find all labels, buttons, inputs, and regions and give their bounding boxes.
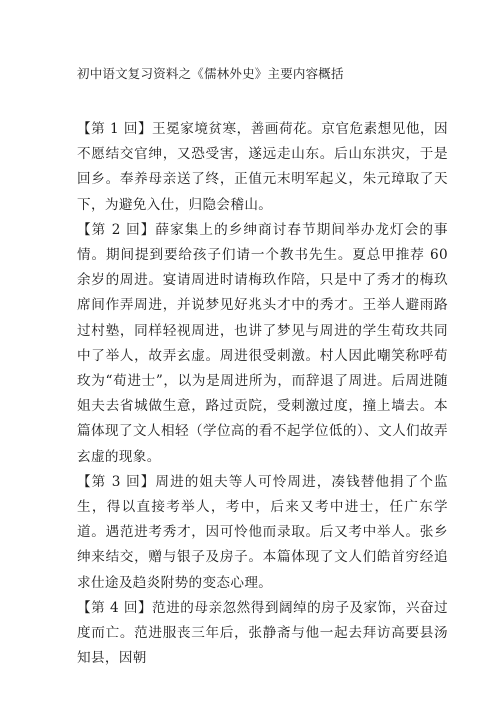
paragraph-chapter-3: 【第 3 回】周进的姐夫等人可怜周进，凑钱替他捐了个监生，得以直接考举人，考中，后来又考中进士，任广东学道。遇范进考秀才，因可怜他而录取。后又考中举人。张乡绅来结交，赠与银子及房子。本篇体现了文人们皓首穷经追求仕途及趋炎附势的变态心理。 <box>77 473 448 591</box>
paragraph-chapter-1: 【第 1 回】王冕家境贫寒，善画荷花。京官危素想见他，因不愿结交官绅，又恐受害，遂远走山东。后山东洪灾，于是回乡。奉养母亲送了终，正值元末明军起义，朱元璋取了天下，为避免入仕，归隐会稽山。 <box>77 121 448 213</box>
document-title: 初中语文复习资料之《儒林外史》主要内容概括 <box>77 66 344 81</box>
paragraph-chapter-2: 【第 2 回】薛家集上的乡绅商讨春节期间举办龙灯会的事情。期间提到要给孩子们请一个教书先生。夏总甲推荐 60 余岁的周进。宴请周进时请梅玖作陪，只是中了秀才的梅玖席间作弄周进，并说梦见好兆头才中的秀才。王举人避雨路过村塾，同样轻视周进，也讲了梦见与周进的学生荀玫共同中了举人，故弄玄虚。周进很受刺激。村人因此嘲笑称呼荀玫为“荀进士”，以为是周进所为，而辞退了周进。后周进随姐夫去省城做生意，路过贡院，受刺激过度，撞上墙去。本篇体现了文人相轻（学位高的看不起学位低的）、文人们故弄玄虚的现象。 <box>77 221 448 465</box>
paragraph-chapter-4: 【第 4 回】范进的母亲忽然得到阔绰的房子及家饰，兴奋过度而亡。范进服丧三年后，张静斋与他一起去拜访高要县汤知县，因朝 <box>77 599 448 667</box>
